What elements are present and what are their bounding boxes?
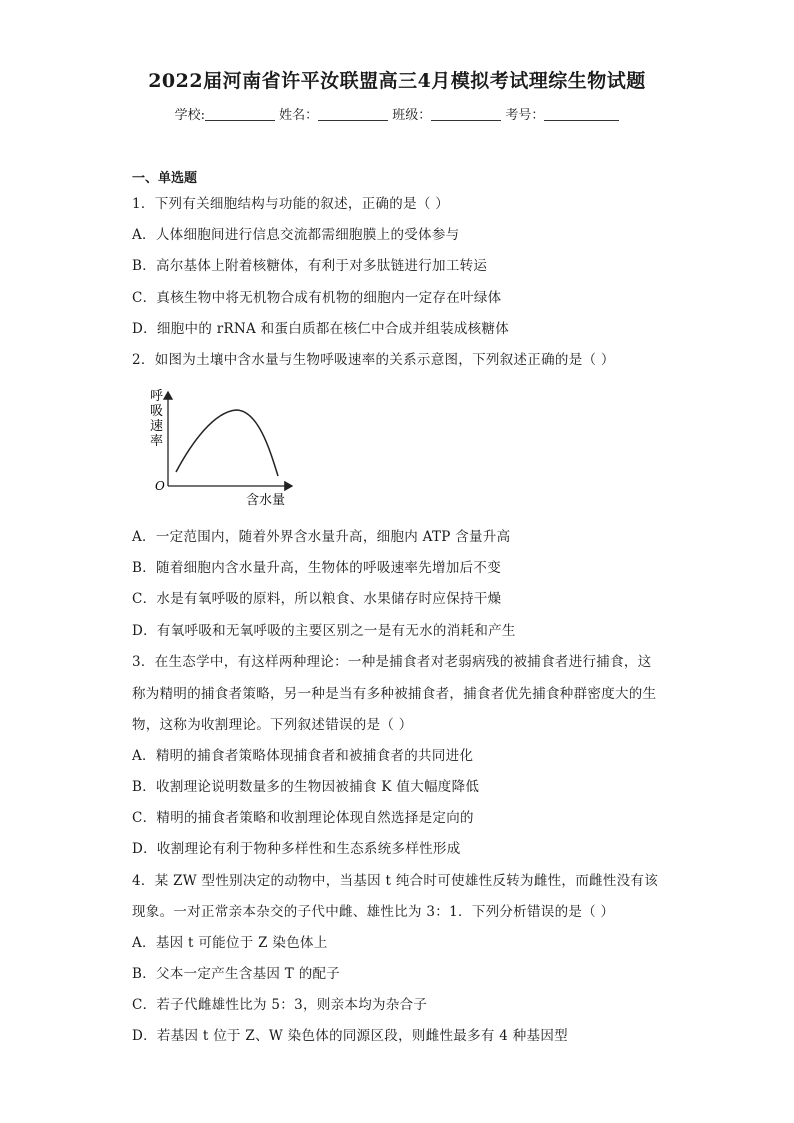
q4-stem-line2: 现象。一对正常亲本杂交的子代中雌、雄性比为 3：1．下列分析错误的是（ ） <box>132 904 615 920</box>
number-blank <box>544 108 619 121</box>
q4-stem-line1: 4．某 ZW 型性别决定的动物中，当基因 t 纯合时可使雄性反转为雌性，而雌性没有该 <box>132 873 659 889</box>
q3-stem-line3: 物，这称为收割理论。下列叙述错误的是（ ） <box>132 717 413 733</box>
q3-option-b: B．收割理论说明数量多的生物因被捕食 K 值大幅度降低 <box>132 779 480 795</box>
number-label: 考号： <box>505 108 545 123</box>
name-blank <box>318 108 388 121</box>
q2-option-b: B．随着细胞内含水量升高，生物体的呼吸速率先增加后不变 <box>132 560 502 576</box>
q2-stem: 2．如图为土壤中含水量与生物呼吸速率的关系示意图，下列叙述正确的是（ ） <box>132 352 615 368</box>
q1-option-b: B．高尔基体上附着核糖体，有利于对多肽链进行加工转运 <box>132 258 488 274</box>
student-info-row <box>0 104 794 123</box>
q2-option-a: A．一定范围内，随着外界含水量升高，细胞内 ATP 含量升高 <box>132 529 511 545</box>
y-label-char-4: 率 <box>150 434 164 449</box>
q2-option-c: C．水是有氧呼吸的原料，所以粮食、水果储存时应保持干燥 <box>132 591 502 607</box>
q4-option-b: B．父本一定产生含基因 T 的配子 <box>132 966 341 982</box>
x-axis-label: 含水量 <box>246 493 286 508</box>
q2-option-d: D．有氧呼吸和无氧呼吸的主要区别之一是有无水的消耗和产生 <box>132 623 516 639</box>
q3-option-a: A．精明的捕食者策略体现捕食者和被捕食者的共同进化 <box>132 748 474 764</box>
y-label-char-3: 速 <box>150 419 164 434</box>
origin-label: O <box>155 479 165 493</box>
respiration-water-graph <box>140 380 300 510</box>
class-blank <box>431 108 501 121</box>
section-heading: 一、单选题 <box>132 171 198 186</box>
q1-option-a: A．人体细胞间进行信息交流都需细胞膜上的受体参与 <box>132 227 460 243</box>
q4-option-a: A．基因 t 可能位于 Z 染色体上 <box>132 935 328 951</box>
y-label-char-2: 吸 <box>150 404 164 419</box>
q1-option-c: C．真核生物中将无机物合成有机物的细胞内一定存在叶绿体 <box>132 290 502 306</box>
q4-option-d: D．若基因 t 位于 Z、W 染色体的同源区段，则雌性最多有 4 种基因型 <box>132 1028 568 1044</box>
q3-option-c: C．精明的捕食者策略和收割理论体现自然选择是定向的 <box>132 810 474 826</box>
q3-option-d: D．收割理论有利于物种多样性和生态系统多样性形成 <box>132 841 461 857</box>
y-label-char-1: 呼 <box>150 389 164 404</box>
school-blank <box>205 108 275 121</box>
school-label: 学校: <box>174 108 205 123</box>
q1-stem: 1．下列有关细胞结构与功能的叙述，正确的是（ ） <box>132 196 450 212</box>
q3-stem-line1: 3．在生态学中，有这样两种理论：一种是捕食者对老弱病残的被捕食者进行捕食，这 <box>132 654 652 670</box>
page-title: 2022届河南省许平汝联盟高三4月模拟考试理综生物试题 <box>148 70 646 92</box>
class-label: 班级： <box>392 108 432 123</box>
q3-stem-line2: 称为精明的捕食者策略，另一种是当有多种被捕食者，捕食者优先捕食种群密度大的生 <box>132 686 657 702</box>
name-label: 姓名： <box>279 108 319 123</box>
q1-option-d: D．细胞中的 rRNA 和蛋白质都在核仁中合成并组装成核糖体 <box>132 321 510 337</box>
q4-option-c: C．若子代雌雄性比为 5：3，则亲本均为杂合子 <box>132 997 428 1013</box>
respiration-curve <box>176 410 278 476</box>
